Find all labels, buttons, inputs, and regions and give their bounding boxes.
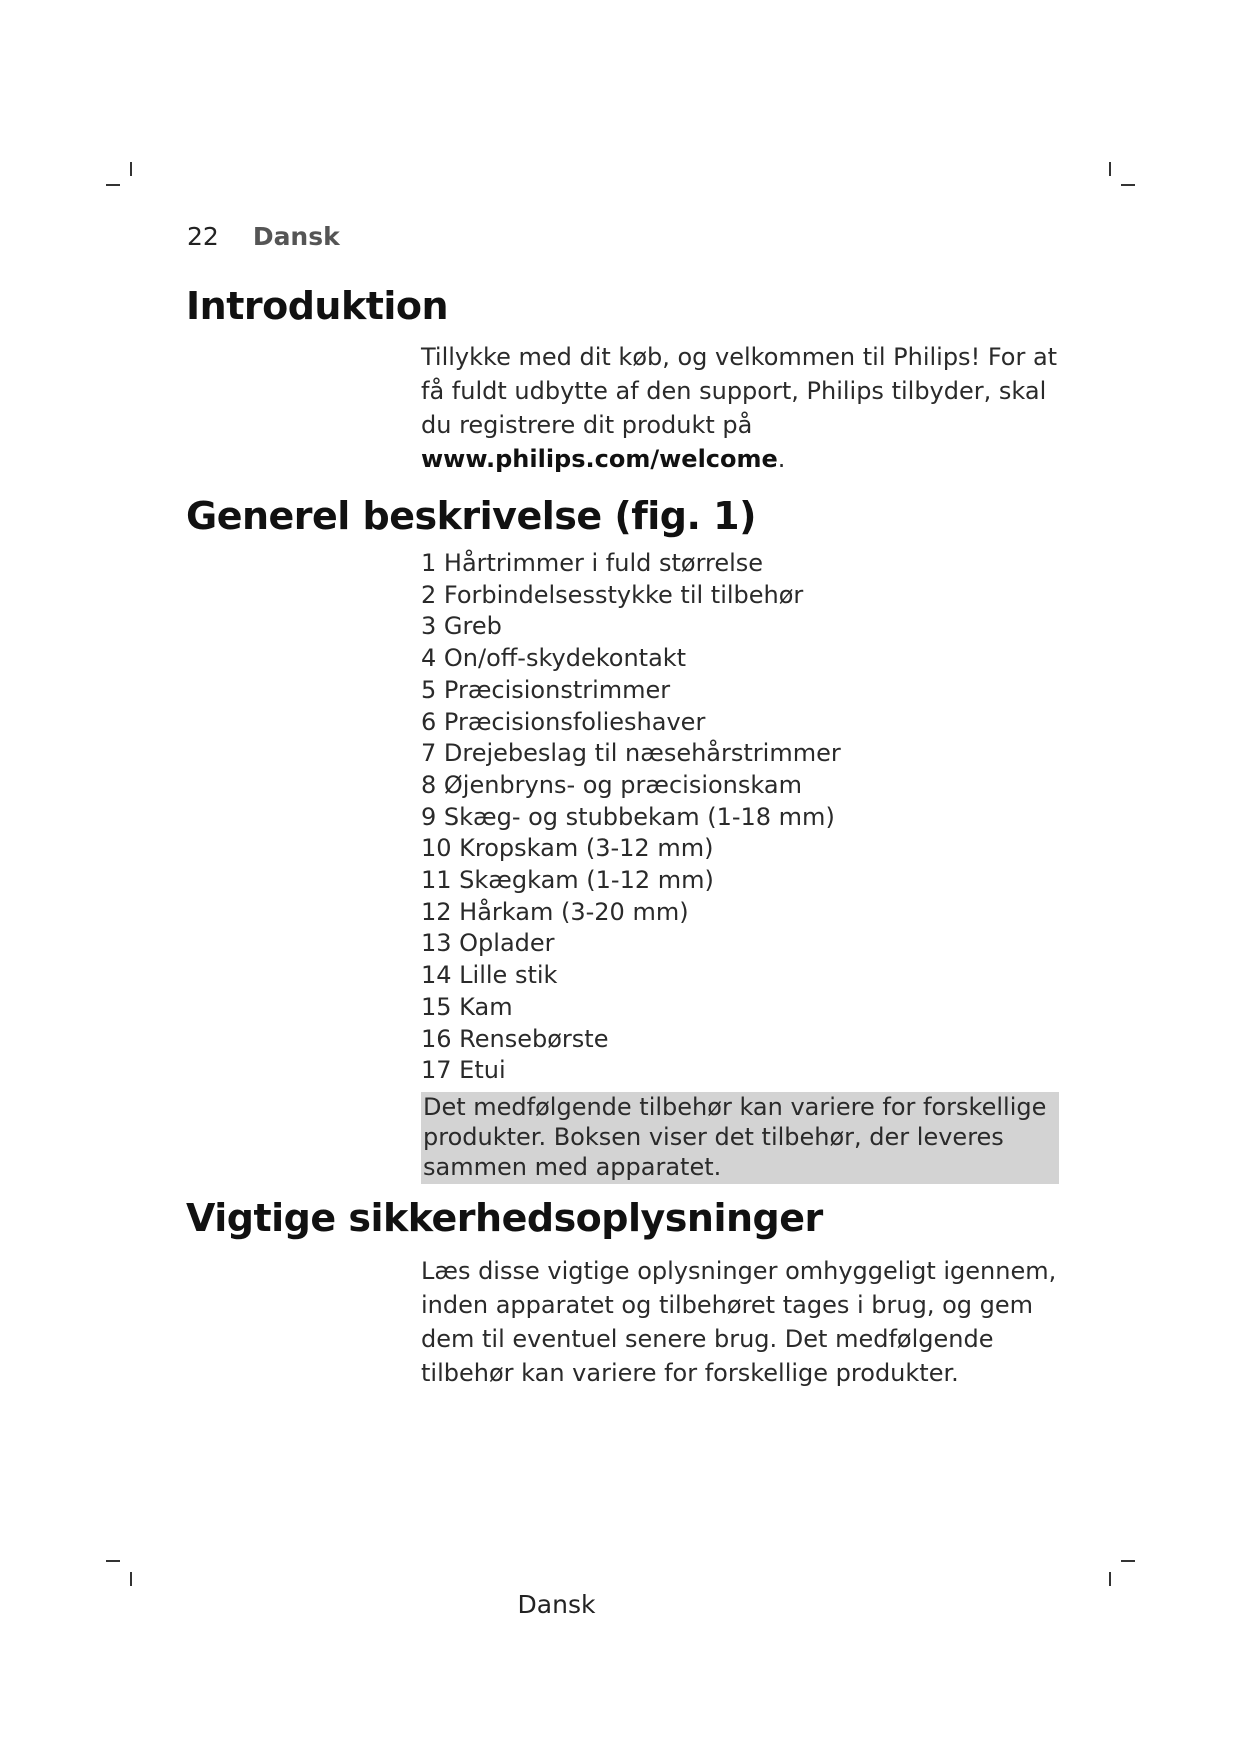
list-item: 5 Præcisionstrimmer xyxy=(421,675,671,704)
crop-mark xyxy=(130,1572,132,1586)
page-number: 22 xyxy=(187,222,219,251)
intro-heading: Introduktion xyxy=(186,284,449,328)
crop-mark xyxy=(130,162,132,176)
list-item: 13 Oplader xyxy=(421,929,555,958)
list-item: 1 Hårtrimmer i fuld størrelse xyxy=(421,549,764,577)
list-item: 8 Øjenbryns- og præcisionskam xyxy=(421,770,802,799)
list-item: 17 Etui xyxy=(421,1056,506,1085)
crop-mark xyxy=(1109,1572,1111,1586)
intro-text: Tillykke med dit køb, og velkommen til Philips! For at få fuldt udbytte af den support, Philips tilbyder, skal du registrere dit produkt på xyxy=(421,343,1058,439)
header-language: Dansk xyxy=(252,222,340,251)
accessory-note: Det medfølgende tilbehør kan variere for forskellige produkter. Boksen viser det tilbehør, der leveres sammen med apparatet. xyxy=(421,1092,1059,1184)
list-item: 2 Forbindelsesstykke til tilbehør xyxy=(421,580,804,609)
list-item: 12 Hårkam (3-20 mm) xyxy=(421,897,689,926)
page-header xyxy=(187,222,340,251)
welcome-link[interactable]: www.philips.com/welcome xyxy=(421,445,778,473)
crop-mark xyxy=(106,184,120,186)
list-item: 10 Kropskam (3-12 mm) xyxy=(421,834,714,863)
list-item: 6 Præcisionsfolieshaver xyxy=(421,707,706,736)
safety-heading: Vigtige sikkerhedsoplysninger xyxy=(186,1196,823,1240)
safety-paragraph: Læs disse vigtige oplysninger omhyggeligt igennem, inden apparatet og tilbehøret tages i brug, og gem dem til eventuel senere brug. Det medfølgende tilbehør kan variere for forskellige produkter. xyxy=(421,1257,1057,1387)
list-item: 3 Greb xyxy=(421,612,502,641)
list-item: 7 Drejebeslag til næsehårstrimmer xyxy=(421,739,841,768)
crop-mark xyxy=(1121,184,1135,186)
page-footer: Dansk xyxy=(517,1590,596,1619)
list-item: 16 Rensebørste xyxy=(421,1024,609,1053)
list-item: 11 Skægkam (1-12 mm) xyxy=(421,866,714,895)
list-item: 4 On/off-skydekontakt xyxy=(421,644,687,673)
crop-mark xyxy=(1121,1560,1135,1562)
crop-mark xyxy=(1109,162,1111,176)
crop-mark xyxy=(106,1560,120,1562)
intro-paragraph xyxy=(421,340,1061,476)
list-item: 9 Skæg- og stubbekam (1-18 mm) xyxy=(421,802,835,831)
intro-period: . xyxy=(777,445,786,473)
general-description-heading: Generel beskrivelse (fig. 1) xyxy=(186,494,756,538)
list-item: 14 Lille stik xyxy=(421,961,558,990)
parts-list xyxy=(421,548,841,1087)
list-item: 15 Kam xyxy=(421,992,513,1021)
